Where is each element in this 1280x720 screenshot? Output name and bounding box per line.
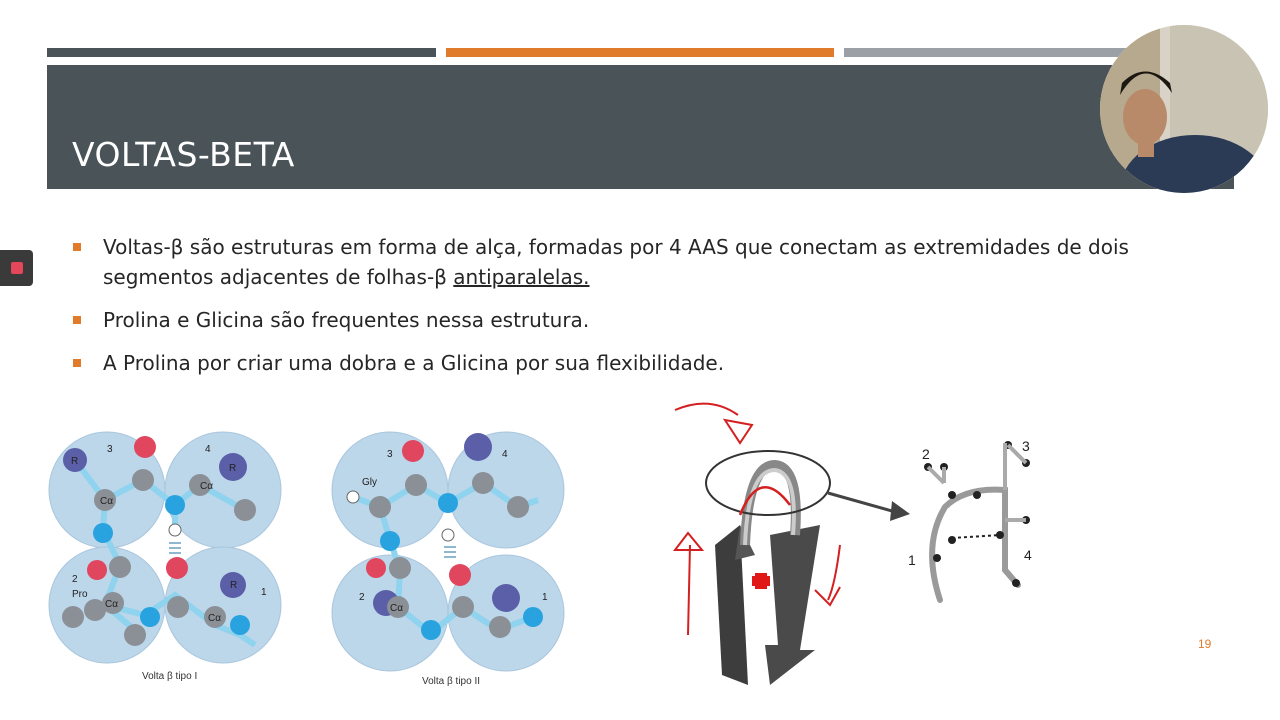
- beta-turn-type2-figure: [328, 425, 578, 695]
- fig1-label-ca3: Cα: [105, 599, 119, 610]
- fig3-label-4: 4: [1024, 547, 1032, 563]
- fig1-label-pro: Pro: [72, 589, 88, 600]
- slide-title: VOLTAS-BETA: [72, 135, 295, 174]
- bullet-item: [70, 305, 1220, 335]
- bullet-text: Prolina e Glicina são frequentes nessa estrutura.: [103, 308, 590, 332]
- fig3-label-2: 2: [922, 446, 930, 462]
- fig1-label-r1: R: [71, 456, 79, 467]
- fig2-label-gly: Gly: [362, 477, 377, 488]
- fig3-label-3: 3: [1022, 438, 1030, 454]
- fig1-label-1: 1: [261, 587, 267, 598]
- bullet-text: Voltas-β são estruturas em forma de alça, formadas por 4 AAS que conectam as extremidades de dois segmentos adjacentes de folhas-β: [103, 235, 1129, 289]
- bullet-underlined-text: antiparalelas.: [453, 265, 590, 289]
- fig2-label-ca: Cα: [390, 603, 404, 614]
- page-number: 19: [1198, 637, 1212, 651]
- beta-turn-ribbon-figure: [660, 395, 1060, 695]
- bullet-item: [70, 232, 1220, 292]
- fig1-label-3: 3: [107, 444, 113, 455]
- fig1-label-r3: R: [230, 580, 238, 591]
- fig1-label-r2: R: [229, 463, 237, 474]
- fig1-label-ca2: Cα: [200, 481, 214, 492]
- fig2-label-1: 1: [542, 592, 548, 603]
- fig2-caption: Volta β tipo II: [422, 676, 481, 687]
- fig2-label-2: 2: [359, 592, 365, 603]
- fig3-label-1: 1: [908, 552, 916, 568]
- bullet-square-icon: [73, 316, 81, 324]
- beta-turn-type1-figure: [45, 425, 295, 690]
- record-stop-icon[interactable]: [11, 262, 23, 274]
- bullet-list: [70, 232, 1220, 391]
- title-band: [47, 65, 1234, 189]
- bullet-item: [70, 348, 1220, 378]
- bullet-square-icon: [73, 243, 81, 251]
- fig1-label-ca4: Cα: [208, 613, 222, 624]
- fig1-label-4: 4: [205, 444, 211, 455]
- fig1-caption: Volta β tipo I: [142, 671, 198, 682]
- fig1-label-2: 2: [72, 574, 78, 585]
- fig2-label-4: 4: [502, 449, 508, 460]
- top-bar-orange: [446, 48, 834, 57]
- fig1-label-ca1: Cα: [100, 496, 114, 507]
- fig2-label-3: 3: [387, 449, 393, 460]
- bullet-square-icon: [73, 359, 81, 367]
- webcam-overlay: [1100, 25, 1268, 193]
- top-bar-dark: [47, 48, 436, 57]
- recording-tab[interactable]: [0, 250, 33, 286]
- bullet-text: A Prolina por criar uma dobra e a Glicina por sua flexibilidade.: [103, 351, 725, 375]
